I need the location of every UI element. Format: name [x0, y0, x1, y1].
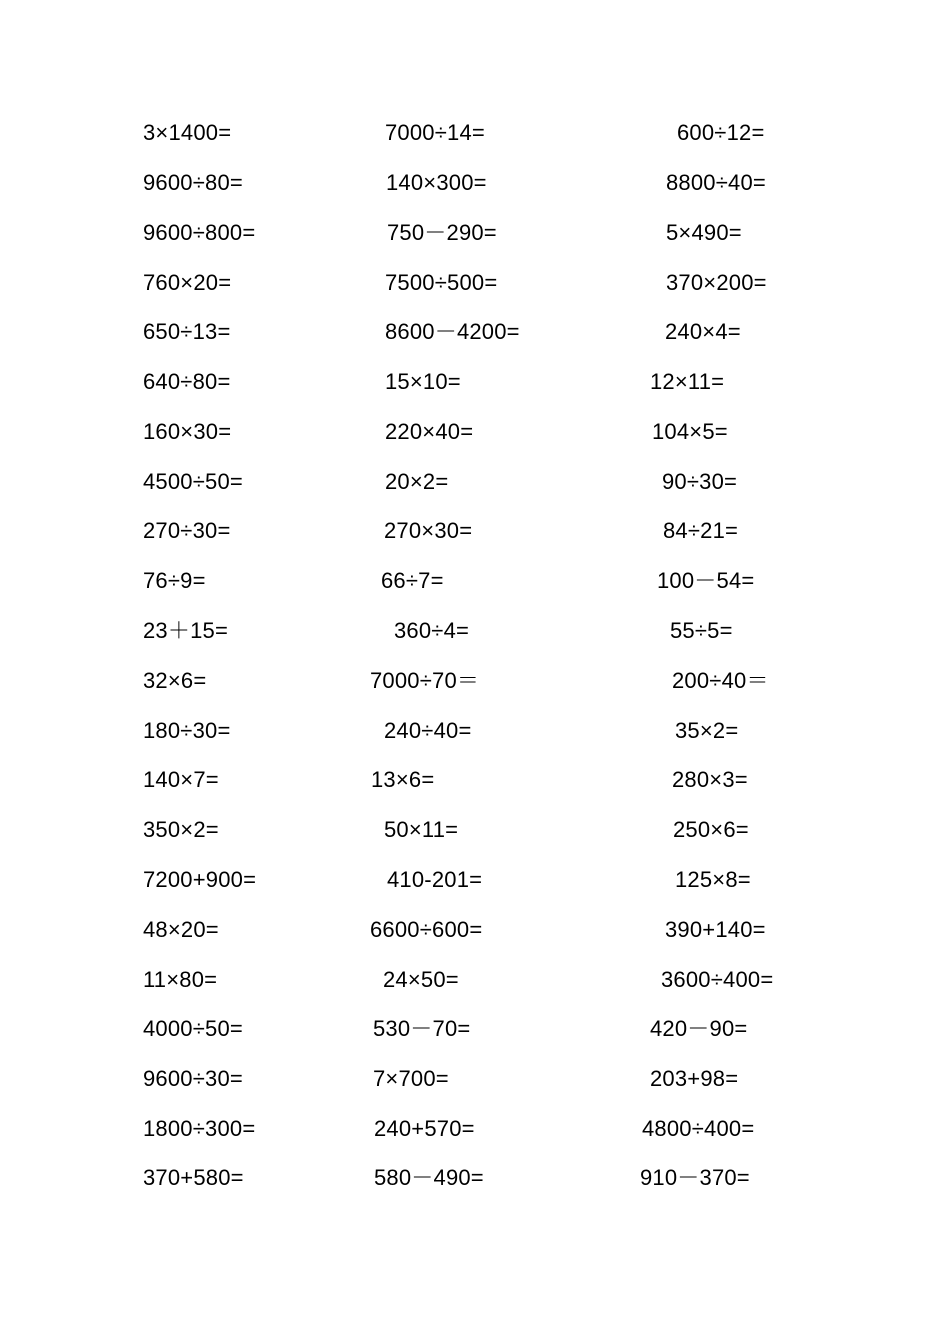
problem-row — [0, 118, 950, 168]
math-problem: 220×40= — [385, 419, 474, 444]
math-problem: 410-201= — [387, 867, 483, 892]
problem-row — [0, 566, 950, 616]
math-problem: 32×6= — [143, 668, 207, 693]
problem-row — [0, 1014, 950, 1064]
math-problem: 270÷30= — [143, 518, 231, 543]
math-problem: 140×7= — [143, 767, 219, 792]
problem-row — [0, 1064, 950, 1114]
math-problem: 12×11= — [650, 369, 725, 394]
problem-row — [0, 865, 950, 915]
math-problem: 270×30= — [384, 518, 473, 543]
problem-row — [0, 218, 950, 268]
math-problem: 530－70= — [373, 1016, 471, 1041]
math-problem: 760×20= — [143, 270, 232, 295]
math-problem: 90÷30= — [662, 469, 738, 494]
math-problem: 7000÷70＝ — [370, 668, 480, 693]
math-problem: 15×10= — [385, 369, 461, 394]
math-problem: 84÷21= — [663, 518, 739, 543]
math-problem: 48×20= — [143, 917, 219, 942]
problem-row — [0, 765, 950, 815]
math-problem: 8800÷40= — [666, 170, 766, 195]
math-problem: 240+570= — [374, 1116, 475, 1141]
math-problem: 420－90= — [650, 1016, 748, 1041]
math-problem: 3×1400= — [143, 120, 232, 145]
problem-row — [0, 467, 950, 517]
math-problem: 125×8= — [675, 867, 751, 892]
math-problem: 3600÷400= — [661, 967, 774, 992]
problem-row — [0, 516, 950, 566]
problem-row — [0, 168, 950, 218]
math-problem: 6600÷600= — [370, 917, 483, 942]
problem-row — [0, 1163, 950, 1213]
math-problem: 4800÷400= — [642, 1116, 755, 1141]
math-problem: 240÷40= — [384, 718, 472, 743]
math-problem: 370+580= — [143, 1165, 244, 1190]
math-problem: 20×2= — [385, 469, 449, 494]
problem-row — [0, 268, 950, 318]
math-problem: 7000÷14= — [385, 120, 485, 145]
math-problem: 7200+900= — [143, 867, 257, 892]
math-problem: 390+140= — [665, 917, 766, 942]
problem-row — [0, 666, 950, 716]
problem-row — [0, 915, 950, 965]
math-problem: 180÷30= — [143, 718, 231, 743]
math-problem: 76÷9= — [143, 568, 206, 593]
problem-row — [0, 716, 950, 766]
math-problem: 4000÷50= — [143, 1016, 243, 1041]
math-problem: 200÷40＝ — [672, 668, 769, 693]
math-problem: 600÷12= — [677, 120, 765, 145]
problem-row — [0, 317, 950, 367]
math-problem: 11×80= — [143, 967, 218, 992]
math-problem: 280×3= — [672, 767, 748, 792]
math-problem: 240×4= — [665, 319, 741, 344]
problem-row — [0, 815, 950, 865]
math-problem: 7500÷500= — [385, 270, 498, 295]
math-problem: 750－290= — [387, 220, 497, 245]
math-problem: 5×490= — [666, 220, 742, 245]
math-problem: 23＋15= — [143, 618, 228, 643]
math-problem: 580－490= — [374, 1165, 484, 1190]
math-problem: 203+98= — [650, 1066, 739, 1091]
problem-row — [0, 367, 950, 417]
math-problem: 9600÷80= — [143, 170, 243, 195]
math-problem: 35×2= — [675, 718, 739, 743]
math-problem: 7×700= — [373, 1066, 449, 1091]
math-problem: 24×50= — [383, 967, 459, 992]
math-problem: 55÷5= — [670, 618, 733, 643]
math-problem: 140×300= — [386, 170, 487, 195]
math-problem: 350×2= — [143, 817, 219, 842]
math-problem: 9600÷800= — [143, 220, 256, 245]
problem-row — [0, 417, 950, 467]
math-problem: 640÷80= — [143, 369, 231, 394]
math-problem: 50×11= — [384, 817, 459, 842]
math-problem: 66÷7= — [381, 568, 444, 593]
math-problem: 100－54= — [657, 568, 755, 593]
problem-row — [0, 1114, 950, 1164]
math-problem: 250×6= — [673, 817, 749, 842]
math-problem: 650÷13= — [143, 319, 231, 344]
problem-row — [0, 616, 950, 666]
math-problem: 370×200= — [666, 270, 767, 295]
math-problem: 910－370= — [640, 1165, 750, 1190]
math-problem: 4500÷50= — [143, 469, 243, 494]
math-problem: 8600－4200= — [385, 319, 520, 344]
math-problem: 360÷4= — [394, 618, 470, 643]
math-problem: 9600÷30= — [143, 1066, 243, 1091]
math-problem: 104×5= — [652, 419, 728, 444]
math-problem: 13×6= — [371, 767, 435, 792]
math-problem: 160×30= — [143, 419, 232, 444]
problem-row — [0, 965, 950, 1015]
math-problem: 1800÷300= — [143, 1116, 256, 1141]
